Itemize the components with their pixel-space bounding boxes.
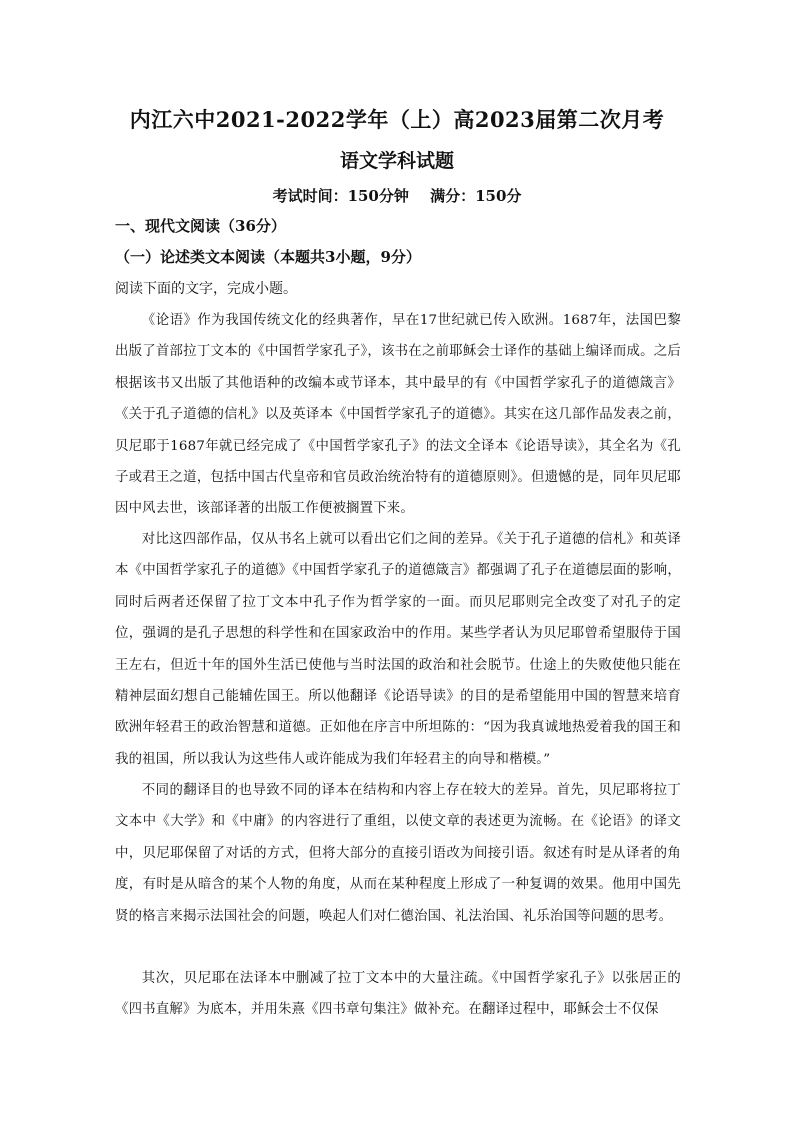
exam-time: 考试时间：150分钟 [272,187,409,205]
exam-info [0,185,794,206]
full-score: 满分：150分 [430,187,522,205]
section-heading: 一、现代文阅读（36分） [115,217,286,235]
exam-subtitle: 语文学科试题 [339,150,454,172]
reading-instruction: 阅读下面的文字，完成小题。 [115,281,297,297]
passage-paragraph-2: 对比这四部作品，仅从书名上就可以看出它们之间的差异。《关于孔子道德的信札》和英译本《中国哲学家孔子的道德》《中国哲学家孔子的道德箴言》都强调了孔子在道德层面的影响，同时后两者还保留了拉丁文本中孔子作为哲学家的一面。而贝尼耶则完全改变了对孔子的定位，强调的是孔子思想的科学性和在国家政治中的作用。某些学者认为贝尼耶曾希望服侍于国王左右，但近十年的国外生活已使他与当时法国的政治和社会脱节。仕途上的失败使他只能在精神层面幻想自己能辅佐国王。所以他翻译《论语导读》的目的是希望能用中国的智慧来培育欧洲年轻君王的政治智慧和道德。正如他在序言中所坦陈的：“因为我真诚地热爱着我的国王和我的祖国，所以我认为这些伟人或许能成为我们年轻君主的向导和楷模。” [115,532,681,767]
subsection-heading: （一）论述类文本阅读（本题共3小题，9分） [115,248,421,266]
passage-paragraph-1: 《论语》作为我国传统文化的经典著作，早在17世纪就已传入欧洲。1687年，法国巴黎出版了首部拉丁文本的《中国哲学家孔子》，该书在之前耶稣会士译作的基础上编译而成。之后根据该书又出版了其他语种的改编本或节译本，其中最早的有《中国哲学家孔子的道德箴言》《关于孔子道德的信札》以及英译本《中国哲学家孔子的道德》。其实在这几部作品发表之前，贝尼耶于1687年就已经完成了《中国哲学家孔子》的法文全译本《论语导读》，其全名为《孔子或君王之道，包括中国古代皇帝和官员政治统治特有的道德原则》。但遗憾的是，同年贝尼耶因中风去世，该部译著的出版工作便被搁置下来。 [115,313,681,517]
passage-paragraph-4: 其次，贝尼耶在法译本中删减了拉丁文本中的大量注疏。《中国哲学家孔子》以张居正的《四书直解》为底本，并用朱熹《四书章句集注》做补充。在翻译过程中，耶稣会士不仅保 [115,971,681,1018]
exam-title: 内江六中2021-2022学年（上）高2023届第二次月考 [129,107,665,132]
passage-paragraph-3: 不同的翻译目的也导致不同的译本在结构和内容上存在较大的差异。首先，贝尼耶将拉丁文本中《大学》和《中庸》的内容进行了重组，以使文章的表述更为流畅。在《论语》的译文中，贝尼耶保留了对话的方式，但将大部分的直接引语改为间接引语。叙述有时是从译者的角度，有时是从暗含的某个人物的角度，从而在某种程度上形成了一种复调的效果。他用中国先贤的格言来揭示法国社会的问题，唤起人们对仁德治国、礼法治国、礼乐治国等问题的思考。 [115,783,681,924]
